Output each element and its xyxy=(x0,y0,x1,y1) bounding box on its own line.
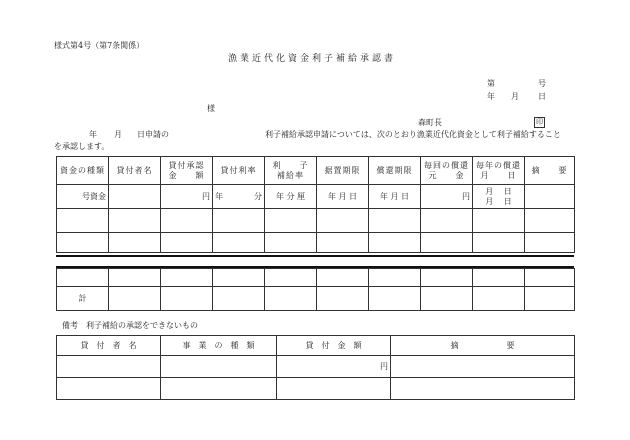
table-header-row xyxy=(57,157,575,185)
intro-month: 月 xyxy=(114,130,122,139)
seal-mark: 印 xyxy=(536,118,543,126)
cell-annual xyxy=(473,185,525,209)
total-label: 計 xyxy=(57,287,109,311)
header-rejected-project: 事 業 の 種 類 xyxy=(161,336,277,356)
cell-rate xyxy=(213,185,265,209)
intro-text: 利子補給承認申請については、次のとおり漁業近代化資金として利子補給すること xyxy=(265,130,561,139)
document-title: 漁業近代化資金利子補給承認書 xyxy=(228,54,397,64)
header-rejected-remarks: 摘 要 xyxy=(391,336,575,356)
table-row xyxy=(57,185,575,209)
issuer-name: 森町長 xyxy=(418,118,442,127)
header-repayment-period: 償還期限 xyxy=(369,157,421,185)
number-label-dai: 第 xyxy=(487,79,495,88)
cell-per-repay-yen: 円 xyxy=(421,185,473,209)
header-rejected-lender: 貸 付 者 名 xyxy=(57,336,161,356)
header-per-repayment-line1: 毎回の償還 xyxy=(424,160,469,170)
cell-amount-yen: 円 xyxy=(161,185,213,209)
intro-year: 年 xyxy=(89,130,97,139)
table-row xyxy=(57,233,575,253)
cell-annual-line1: 月 日 xyxy=(485,186,512,196)
cell-grace: 年 月 日 xyxy=(317,185,369,209)
total-row xyxy=(57,287,575,311)
main-table-lower xyxy=(56,268,575,311)
cell-rejected-amount-yen: 円 xyxy=(277,356,391,378)
rejected-header-row xyxy=(57,336,575,356)
header-loan-rate: 貸付利率 xyxy=(213,157,265,185)
header-subsidy-rate-line2: 補給率 xyxy=(277,170,304,180)
cell-remarks xyxy=(525,185,575,209)
table-row xyxy=(57,209,575,233)
cell-fund-type: 号資金 xyxy=(57,185,109,209)
header-annual-repayment-line1: 毎年の償還 xyxy=(476,160,521,170)
header-rejected-amount: 貸 付 金 額 xyxy=(277,336,391,356)
cell-annual-line2: 月 日 xyxy=(485,196,512,206)
header-per-repayment xyxy=(421,157,473,185)
number-label-go: 号 xyxy=(538,79,546,88)
date-month-label: 月 xyxy=(511,92,519,101)
date-day-label: 日 xyxy=(538,92,546,101)
intro-day-applied: 日申請の xyxy=(137,130,169,139)
header-subsidy-rate-line1: 利 子 xyxy=(272,160,309,170)
cell-subsidy: 年 分 厘 xyxy=(265,185,317,209)
intro-text-line2: を承認します。 xyxy=(54,142,110,151)
form-number: 様式第4号（第7条関係） xyxy=(54,41,145,50)
header-remarks: 摘 要 xyxy=(525,157,575,185)
header-approved-amount-line2: 金 額 xyxy=(168,170,205,180)
note-text: 備考 利子補給の承認をできないもの xyxy=(62,321,198,330)
main-table-upper xyxy=(56,156,575,253)
cell-lender xyxy=(109,185,161,209)
table-row xyxy=(57,378,575,400)
table-row xyxy=(57,356,575,378)
header-lender: 貸付者名 xyxy=(109,157,161,185)
rejected-table xyxy=(56,335,575,400)
header-fund-type: 資金の種類 xyxy=(57,157,109,185)
date-year-label: 年 xyxy=(487,92,495,101)
header-approved-amount-line1: 貸付承認 xyxy=(168,160,205,170)
header-annual-repayment xyxy=(473,157,525,185)
header-grace-period: 据置期限 xyxy=(317,157,369,185)
cell-rate-year: 年 xyxy=(215,192,223,201)
header-subsidy-rate xyxy=(265,157,317,185)
addressee-suffix: 様 xyxy=(207,104,215,113)
header-per-repayment-line2: 元 金 xyxy=(428,170,465,180)
cell-rate-min: 分 xyxy=(254,192,262,201)
break-line-top xyxy=(56,255,574,257)
header-approved-amount xyxy=(161,157,213,185)
table-row xyxy=(57,269,575,287)
header-annual-repayment-line2: 月 日 xyxy=(480,170,517,180)
cell-repay: 年 月 日 xyxy=(369,185,421,209)
